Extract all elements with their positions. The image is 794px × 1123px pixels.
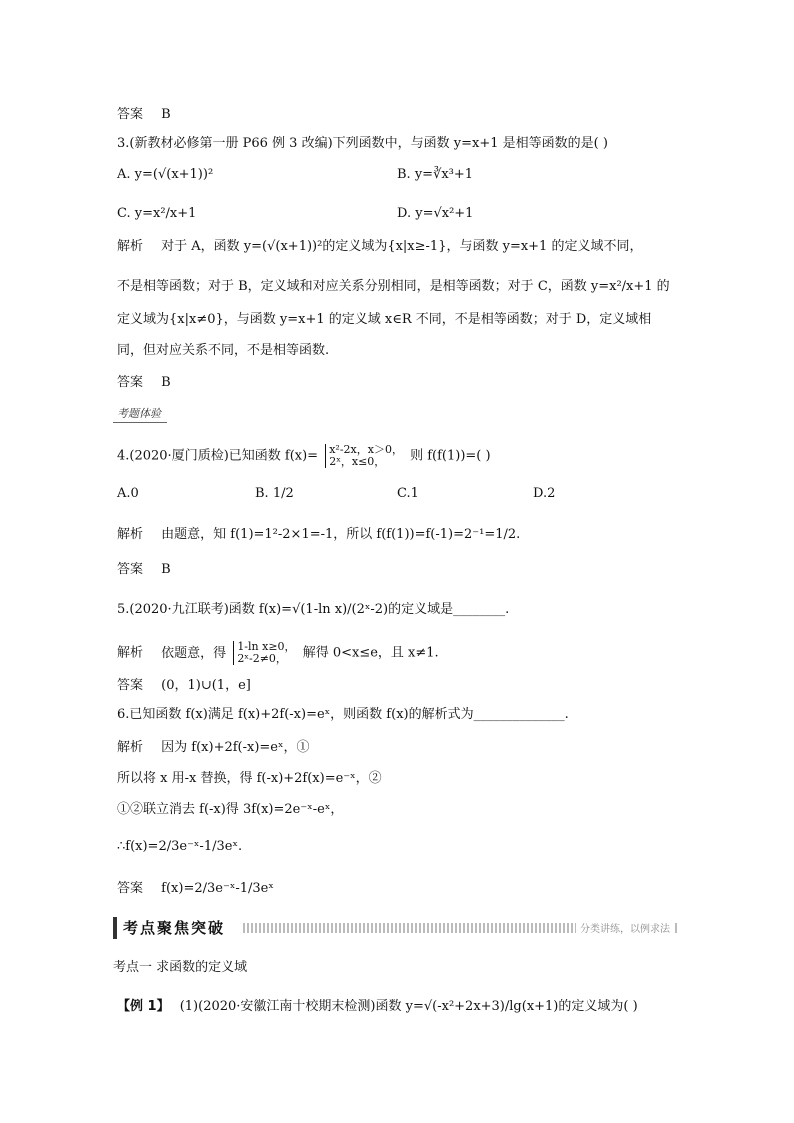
answer-label: 答案 <box>117 107 144 122</box>
q3-analysis-line-3: 定义域为{x|x≠0}，与函数 y=x+1 的定义域 x∈R 不同，不是相等函数；对于 D，定义域相 <box>117 312 652 327</box>
q4-case-2: 2ˣ，x≤0， <box>329 455 386 468</box>
q3-option-b: B. y=∛x³+1 <box>397 167 474 182</box>
q4-option-a: A.0 <box>117 486 139 501</box>
banner-subtitle: 分类讲练，以例求法 <box>576 920 674 935</box>
q5-analysis-post: 解得 0<x≤e，且 x≠1. <box>302 645 439 661</box>
analysis-label: 解析 <box>117 645 144 661</box>
q6-analysis-text-1: 因为 f(x)+2f(-x)=eˣ，① <box>161 740 310 755</box>
q6-answer-line <box>117 880 274 898</box>
q4-piecewise <box>325 444 403 468</box>
q4-option-d: D.2 <box>533 486 556 501</box>
example-1-tag: 【例 1】 <box>117 999 170 1014</box>
q4-option-c: C.1 <box>397 486 419 501</box>
q4-analysis-line <box>117 526 520 544</box>
q6-answer-value: f(x)=2/3e⁻ˣ-1/3eˣ <box>161 881 274 896</box>
q3-stem: 3.(新教材必修第一册 P66 例 3 改编)下列函数中，与函数 y=x+1 是相等函数的是( ) <box>117 136 608 151</box>
q6-analysis-line-3: ①②联立消去 f(-x)得 3f(x)=2e⁻ˣ-eˣ， <box>117 802 344 817</box>
kaodian-heading: 考点一 求函数的定义域 <box>113 960 248 975</box>
analysis-label: 解析 <box>117 527 144 542</box>
q3-analysis-text-1: 对于 A，函数 y=(√(x+1))²的定义域为{x|x≥-1}，与函数 y=x+1 的定义域不同， <box>161 239 643 254</box>
answer-label: 答案 <box>117 881 144 896</box>
q3-analysis-line-2: 不是相等函数；对于 B，定义域和对应关系分别相同，是相等函数；对于 C，函数 y=x²/x+1 的 <box>117 279 670 294</box>
q4-analysis-text: 由题意，知 f(1)=1²-2×1=-1，所以 f(f(1))=f(-1)=2⁻¹=1/2. <box>161 527 521 542</box>
q3-analysis-line-4: 同，但对应关系不同，不是相等函数. <box>117 343 330 358</box>
q5-analysis-line <box>117 641 439 665</box>
example-1-text: (1)(2020·安徽江南十校期末检测)函数 y=√(-x²+2x+3)/lg(x+1)的定义域为( ) <box>179 999 638 1014</box>
prev-answer-value: B <box>161 107 171 122</box>
q4-stem-pre: 4.(2020·厦门质检)已知函数 f(x)= <box>117 448 319 464</box>
q5-case-2: 2ˣ-2≠0， <box>237 652 287 665</box>
prev-answer-line <box>117 106 171 124</box>
answer-label: 答案 <box>117 562 144 577</box>
q5-case-1: 1-ln x≥0， <box>237 640 296 653</box>
q4-stem <box>117 444 491 468</box>
example-1-line <box>117 998 638 1016</box>
section-banner <box>113 917 678 939</box>
q4-answer-line <box>117 561 171 579</box>
q3-option-c: C. y=x²/x+1 <box>117 206 197 221</box>
q3-analysis-line-1 <box>117 238 642 256</box>
q3-option-a: A. y=(√(x+1))² <box>117 167 214 182</box>
q5-stem: 5.(2020·九江联考)函数 f(x)=√(1-ln x)/(2ˣ-2)的定义域是________. <box>117 602 510 617</box>
q6-analysis-line-2: 所以将 x 用-x 替换，得 f(-x)+2f(x)=e⁻ˣ，② <box>117 771 382 786</box>
q3-answer-line <box>117 374 171 392</box>
q4-answer-value: B <box>161 562 171 577</box>
analysis-label: 解析 <box>117 239 144 254</box>
q4-case-1: x²-2x，x＞0， <box>329 443 403 456</box>
q3-answer-value: B <box>161 375 171 390</box>
q6-analysis-line-1 <box>117 739 310 757</box>
answer-label: 答案 <box>117 678 144 693</box>
section-tag: 考题体验 <box>113 405 167 423</box>
q5-system <box>233 641 295 665</box>
q3-option-d: D. y=√x²+1 <box>397 206 474 221</box>
q6-analysis-line-4: ∴f(x)=2/3e⁻ˣ-1/3eˣ. <box>117 839 243 854</box>
q5-answer-value: (0，1)∪(1，e] <box>161 678 251 693</box>
q6-stem: 6.已知函数 f(x)满足 f(x)+2f(-x)=eˣ，则函数 f(x)的解析式为______________. <box>117 707 569 722</box>
q4-option-b: B. 1/2 <box>255 486 294 501</box>
q5-analysis-pre: 依题意，得 <box>161 645 227 661</box>
q5-answer-line <box>117 677 251 695</box>
answer-label: 答案 <box>117 375 144 390</box>
analysis-label: 解析 <box>117 740 144 755</box>
q4-stem-post: 则 f(f(1))=( ) <box>410 448 491 464</box>
banner-title: 考点聚焦突破 <box>113 917 241 939</box>
